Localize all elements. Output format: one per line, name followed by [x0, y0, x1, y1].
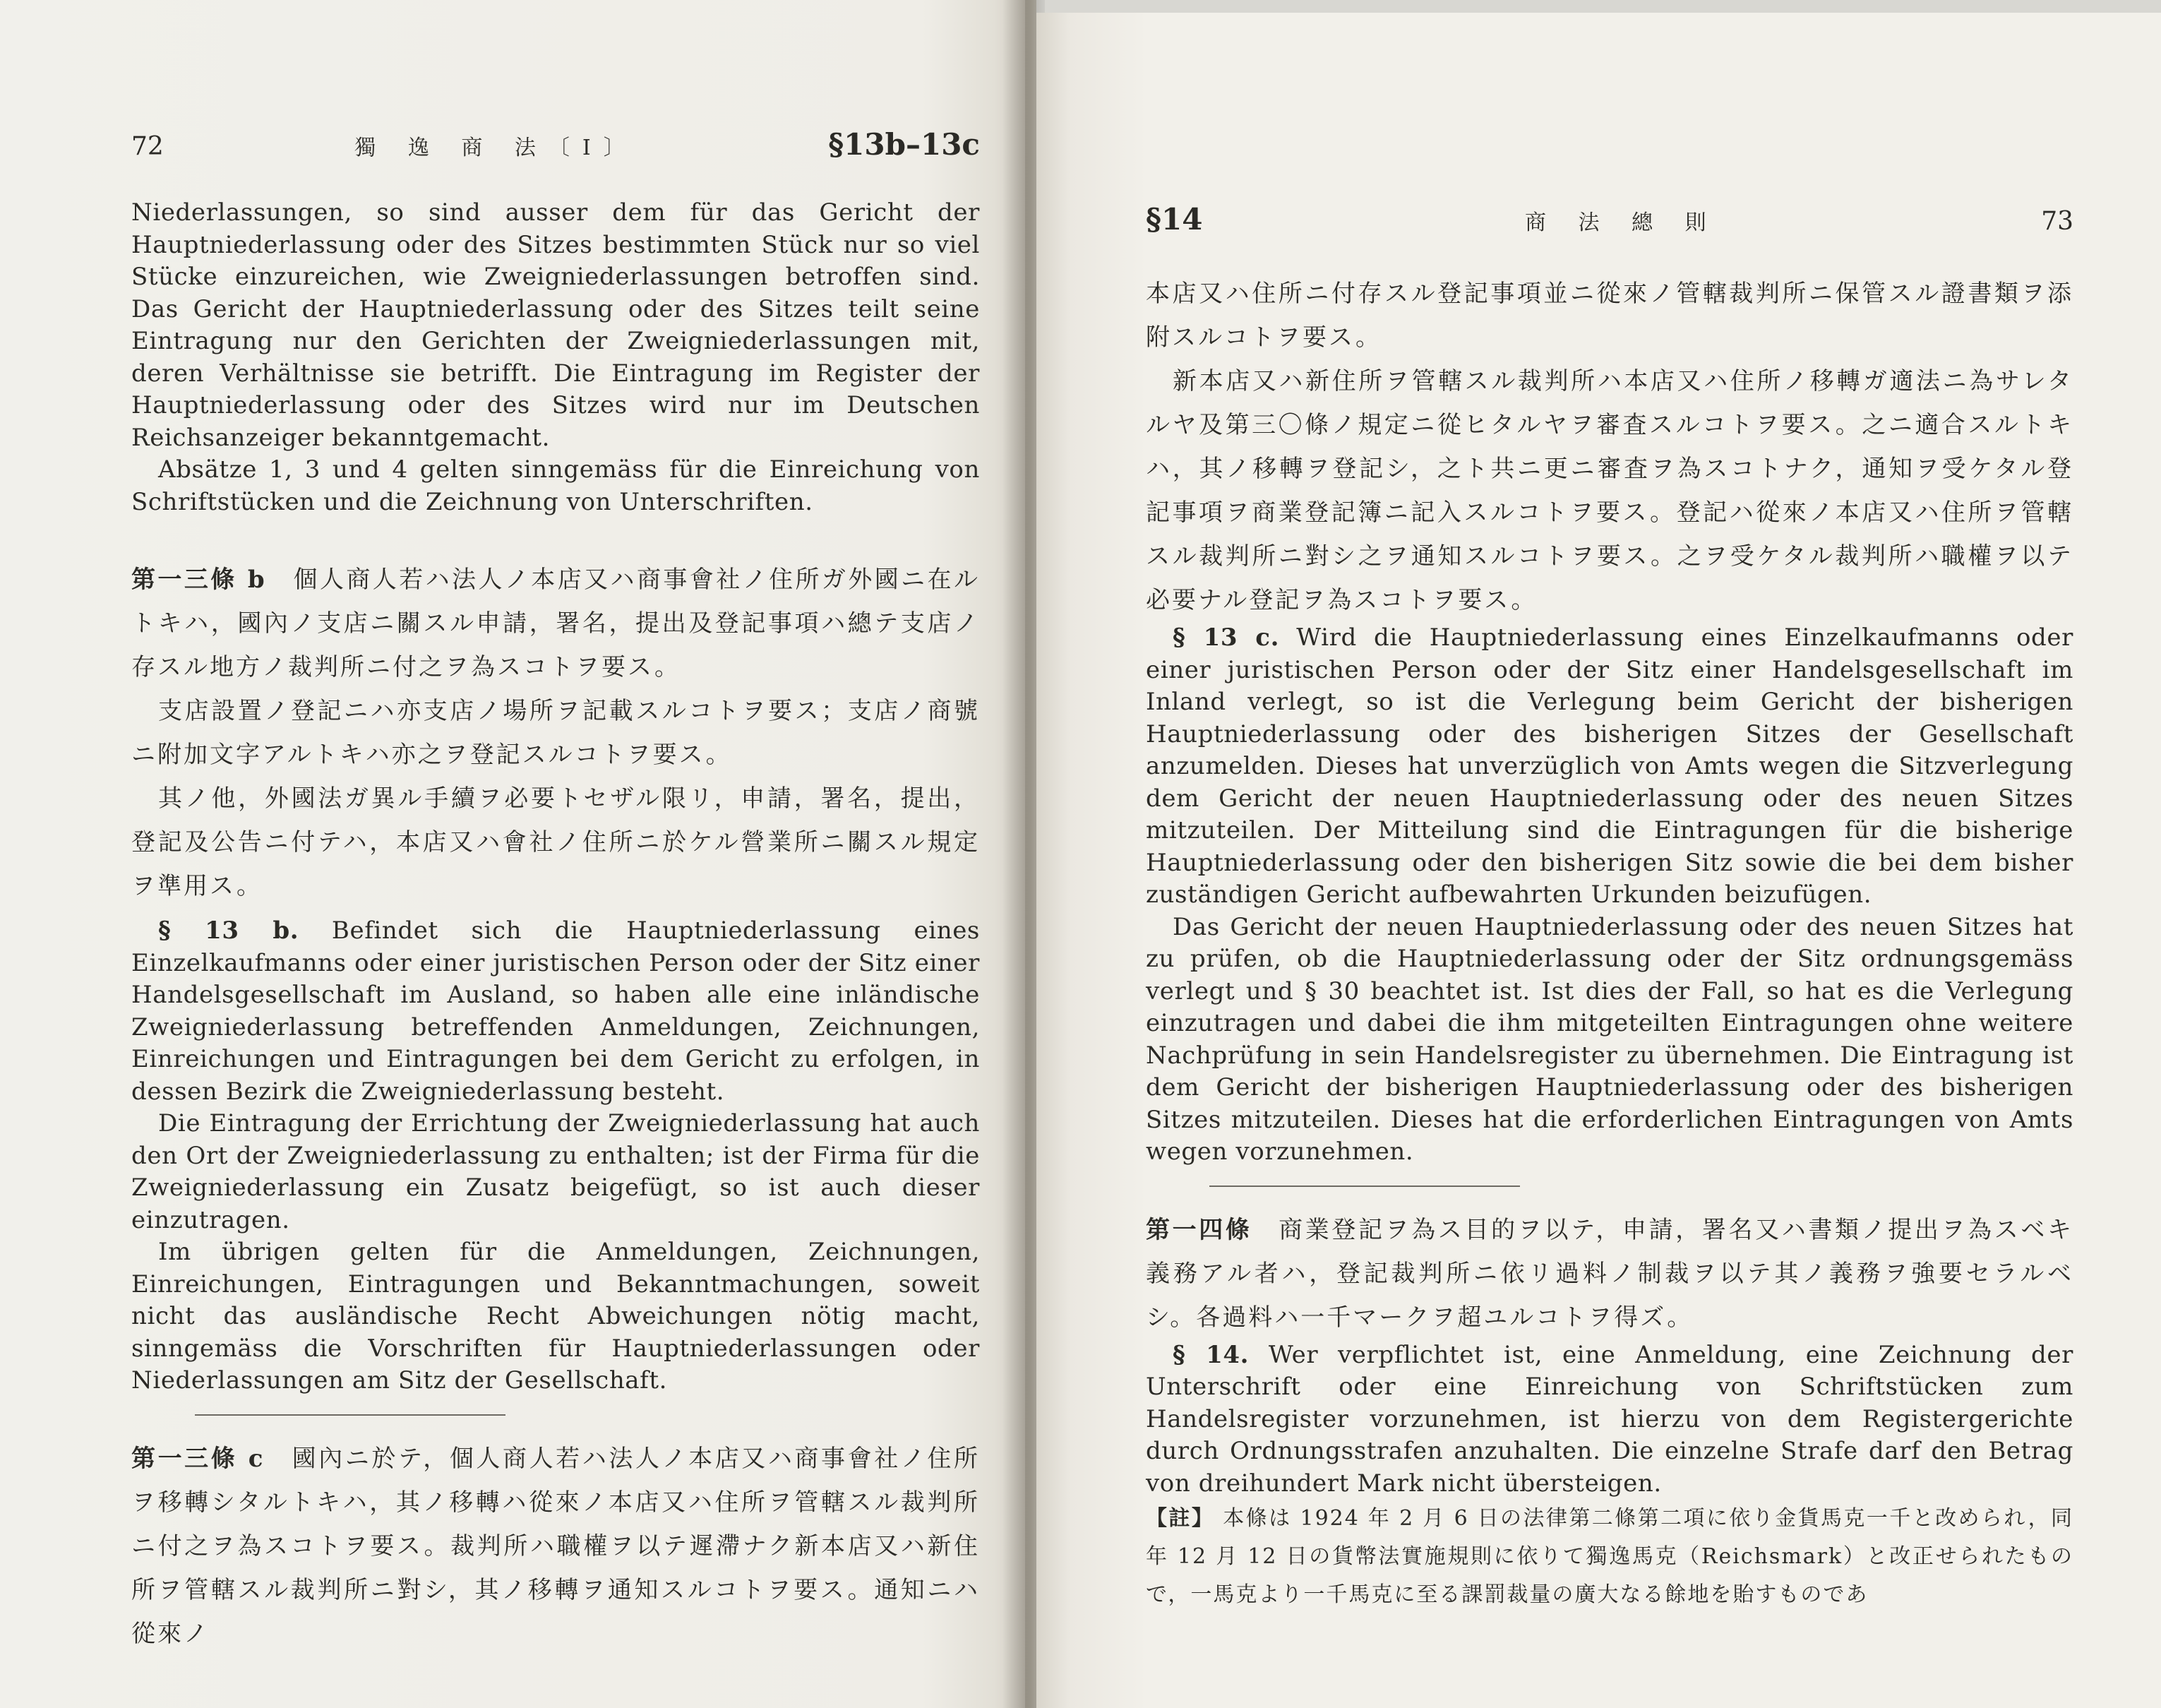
section-divider — [195, 1414, 505, 1416]
article-label: § 13 c. — [1173, 623, 1280, 652]
paragraph: 本店又ハ住所ニ付存スル登記事項並ニ從來ノ管轄裁判所ニ保管スル證書類ヲ添附スルコトヲ要ス。 — [1146, 280, 2073, 352]
article-14-jp — [1146, 1208, 2073, 1339]
paragraph: Niederlassungen, so sind ausser dem für das Gericht der Hauptniederlassung oder des Sitzes bestimmten Stück nur so viel Stücke einzureichen, wie Zweigniederlassungen betroffen sind. Das Gericht der Hauptniederlassung oder des Sitzes teilt seine Eintragung nur den Gerichten der Zweigniederlassungen mit, deren Verhältnisse sie betrifft. Die Eintragung im Register der Hauptniederlassung oder des Sitzes wird nur im Deutschen Reichsanzeiger bekanntgemacht. — [131, 198, 980, 452]
paragraph: 其ノ他，外國法ガ異ル手續ヲ必要トセザル限リ，申請，署名，提出，登記及公告ニ付テハ，本店又ハ會社ノ住所ニ於ケル營業所ニ關スル規定ヲ準用ス。 — [131, 784, 980, 900]
background-strip — [1036, 0, 2161, 13]
article-label: 第一三條 c — [131, 1444, 265, 1473]
article-13b-de — [131, 915, 980, 1108]
article-13b-jp — [131, 558, 980, 689]
left-header-section: §13b–13c — [828, 127, 980, 162]
right-header-title: 商 法 總 則 — [1525, 210, 1719, 235]
right-page-number: 73 — [2041, 207, 2073, 236]
article-text: 個人商人若ハ法人ノ本店又ハ商事會社ノ住所ガ外國ニ在ルトキハ，國內ノ支店ニ關スル申請，署名，提出及登記事項ハ總テ支店ノ存スル地方ノ裁判所ニ付之ヲ為スコトヲ要ス。 — [131, 566, 980, 681]
paragraph: Die Eintragung der Errichtung der Zweigniederlassung hat auch den Ort der Zweigniederlassung zu enthalten; ist der Firma für die Zweigniederlassung ein Zusatz beigefügt, so ist auch dieser einzutragen. — [131, 1109, 980, 1234]
paragraph: 支店設置ノ登記ニハ亦支店ノ場所ヲ記載スルコトヲ要ス；支店ノ商號ニ附加文字アルトキハ亦之ヲ登記スルコトヲ要ス。 — [131, 697, 980, 769]
right-header-section: §14 — [1146, 202, 1203, 237]
article-label: § 14. — [1173, 1340, 1250, 1369]
article-text: Wer verpflichtet ist, eine Anmeldung, eine Zeichnung der Unterschrift oder eine Einreichung von Schriftstücken zum Handelsregister vorzunehmen, ist hierzu von dem Registergerichte durch Ordnungsstrafen anzuhalten. Die einzelne Strafe darf den Betrag von dreihundert Mark nicht übersteigen. — [1146, 1340, 2073, 1498]
article-label: 第一三條 b — [131, 566, 267, 594]
paragraph: Das Gericht der neuen Hauptniederlassung oder des neuen Sitzes hat zu prüfen, ob die Hauptniederlassung oder der Sitz ordnungsgemäss verlegt und § 30 beachtet ist. Ist dies der Fall, so hat es die Verlegung einzutragen und dabei die ihm mitgeteilten Eintragungen ohne weitere Nachprüfung in sein Handelsregister zu übernehmen. Die Eintragung ist dem Gericht der bisherigen Hauptniederlassung oder des bisherigen Sitzes mitzuteilen. Dieses hat die erforderlichen Eintragungen von Amts wegen vorzunehmen. — [1146, 912, 2073, 1166]
article-label: 第一四條 — [1146, 1215, 1252, 1244]
article-label: § 13 b. — [158, 916, 299, 945]
article-13c-de — [1146, 622, 2073, 912]
left-header-title: 獨 逸 商 法〔I〕 — [354, 136, 637, 160]
note-text: 本條は 1924 年 2 月 6 日の法律第二條第二項に依り金貨馬克一千と改められ，同年 12 月 12 日の貨幣法實施規則に依りて獨逸馬克（Reichsmark）と改正せられたもので，一馬克より一千馬克に至る課罰裁量の廣大なる餘地を貽すものであ — [1146, 1506, 2074, 1607]
article-13c-jp — [131, 1437, 980, 1656]
article-text: 商業登記ヲ為ス目的ヲ以テ，申請，署名又ハ書類ノ提出ヲ為スベキ義務アル者ハ，登記裁判所ニ依リ過料ノ制裁ヲ以テ其ノ義務ヲ強要セラルベシ。各過料ハ一千マークヲ超ユルコトヲ得ズ。 — [1146, 1215, 2074, 1332]
annotation-note — [1146, 1500, 2073, 1614]
paragraph: Absätze 1, 3 und 4 gelten sinngemäss für die Einreichung von Schriftstücken und die Zeichnung von Unterschriften. — [131, 455, 980, 516]
right-running-head — [1146, 202, 2073, 237]
article-text: Befindet sich die Hauptniederlassung eines Einzelkaufmanns oder einer juristischen Person oder der Sitz einer Handelsgesellschaft im Ausland, so haben alle eine inländische Zweigniederlassung betreffenden Anmeldungen, Zeichnungen, Einreichungen und Eintragungen bei dem Gericht zu erfolgen, in dessen Bezirk die Zweigniederlassung besteht. — [131, 916, 980, 1106]
left-page-number: 72 — [131, 132, 164, 161]
left-page — [0, 0, 1025, 1708]
right-page — [1036, 13, 2161, 1708]
left-running-head — [131, 127, 980, 162]
note-label: 【註】 — [1146, 1506, 1215, 1531]
paragraph: Im übrigen gelten für die Anmeldungen, Zeichnungen, Einreichungen, Eintragungen und Bekanntmachungen, soweit nicht das ausländische Recht Abweichungen nötig macht, sinngemäss die Vorschriften für Hauptniederlassungen oder Niederlassungen am Sitz der Gesellschaft. — [131, 1238, 980, 1395]
article-text: Wird die Hauptniederlassung eines Einzelkaufmanns oder einer juristischen Person oder der Sitz einer Handelsgesellschaft im Inland verlegt, so ist die Verlegung beim Gericht der bisherigen Hauptniederlassung oder des bisherigen Sitzes der Gesellschaft anzumelden. Dieses hat unverzüglich von Amts wegen die Sitzverlegung dem Gericht der neuen Hauptniederlassung oder des neuen Sitzes mitzuteilen. Der Mitteilung sind die Eintragungen für die bisherige Hauptniederlassung oder den bisherigen Sitz sowie die bei dem bisher zuständigen Gericht aufbewahrten Urkunden beizufügen. — [1146, 623, 2073, 909]
paragraph: 新本店又ハ新住所ヲ管轄スル裁判所ハ本店又ハ住所ノ移轉ガ適法ニ為サレタルヤ及第三〇條ノ規定ニ從ヒタルヤヲ審査スルコトヲ要ス。之ニ適合スルトキハ，其ノ移轉ヲ登記シ，之ト共ニ更ニ審査ヲ為スコトナク，通知ヲ受ケタル登記事項ヲ商業登記簿ニ記入スルコトヲ要ス。登記ハ從來ノ本店又ハ住所ヲ管轄スル裁判所ニ對シ之ヲ通知スルコトヲ要ス。之ヲ受ケタル裁判所ハ職權ヲ以テ必要ナル登記ヲ為スコトヲ要ス。 — [1146, 367, 2073, 614]
article-text: 國內ニ於テ，個人商人若ハ法人ノ本店又ハ商事會社ノ住所ヲ移轉シタルトキハ，其ノ移轉ハ從來ノ本店又ハ住所ヲ管轄スル裁判所ニ付之ヲ為スコトヲ要ス。裁判所ハ職權ヲ以テ遲滯ナク新本店又ハ新住所ヲ管轄スル裁判所ニ對シ，其ノ移轉ヲ通知スルコトヲ要ス。通知ニハ從來ノ — [131, 1444, 980, 1648]
section-divider — [1209, 1186, 1520, 1187]
article-14-de — [1146, 1339, 2073, 1500]
